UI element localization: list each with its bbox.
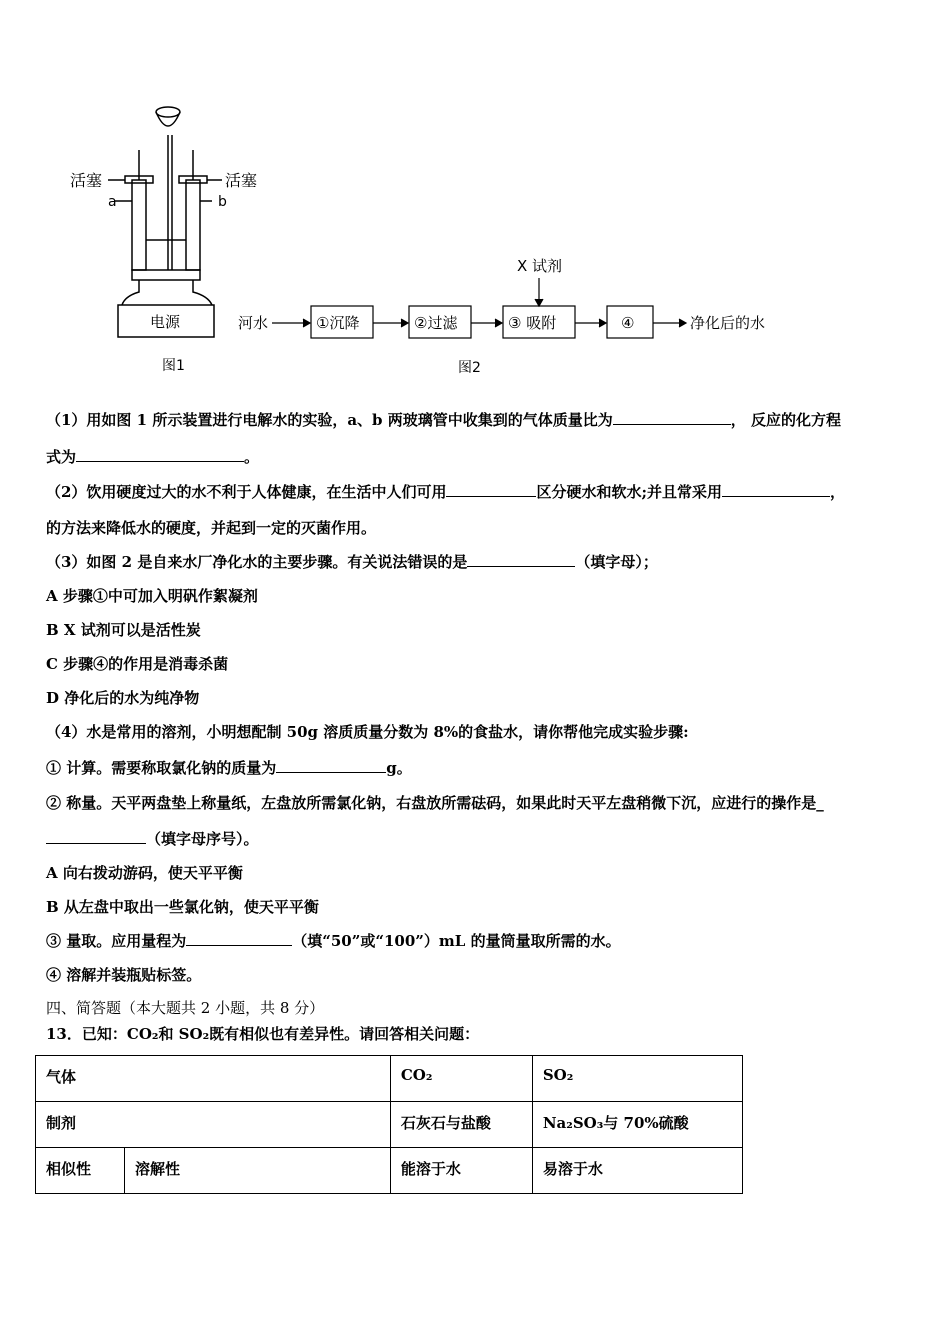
q3-option-c: C 步骤④的作用是消毒杀菌: [46, 655, 229, 673]
stopcock-right-label: 活塞: [225, 171, 258, 190]
stopcock-left-label: 活塞: [70, 171, 103, 190]
q4-blank-operation[interactable]: [46, 829, 146, 844]
figure1-caption: 图1: [162, 358, 185, 374]
q4-step1: ① 计算。需要称取氯化钠的质量为 g。: [46, 759, 412, 777]
comparison-table: [35, 1055, 743, 1194]
table-cell: Na₂SO₃与 70%硫酸: [532, 1102, 742, 1148]
q4-blank-mass[interactable]: [276, 758, 386, 773]
figures: [0, 0, 950, 400]
question-13: 13．已知：CO₂和 SO₂既有相似也有差异性。请回答相关问题：: [46, 1025, 480, 1043]
q3-blank-answer[interactable]: [467, 552, 575, 567]
q3-option-a: A 步骤①中可加入明矾作絮凝剂: [46, 587, 258, 605]
electrolysis-apparatus: [108, 107, 222, 337]
power-label: 电源: [150, 313, 181, 331]
q1-line2: 式为 。: [46, 448, 260, 466]
q2-blank-method[interactable]: [722, 482, 830, 497]
q4-step2: ② 称量。天平两盘垫上称量纸，左盘放所需氯化钠，右盘放所需砝码，如果此时天平左盘稍微下沉，应进行的操作是_: [46, 794, 824, 812]
table-cell: CO₂: [390, 1056, 532, 1102]
table-row: [36, 1148, 743, 1194]
q4-blank-cylinder[interactable]: [186, 931, 292, 946]
table-row: [36, 1056, 743, 1102]
table-cell: 能溶于水: [390, 1148, 532, 1194]
table-cell: 溶解性: [125, 1148, 391, 1194]
q3-option-d: D 净化后的水为纯净物: [46, 689, 200, 707]
q1-blank-mass-ratio[interactable]: [613, 410, 731, 425]
q4-option-b: B 从左盘中取出一些氯化钠，使天平平衡: [46, 898, 319, 916]
q4-stem: （4）水是常用的溶剂，小明想配制 50g 溶质质量分数为 8%的食盐水，请你帮他完成实验步骤:: [46, 723, 689, 741]
tube-a-label: a: [108, 194, 117, 210]
table-row: [36, 1102, 743, 1148]
river-water-label: 河水: [238, 314, 269, 332]
q2-blank-distinguish[interactable]: [446, 482, 536, 497]
step1-box: ①沉降: [316, 314, 360, 332]
table-cell: SO₂: [532, 1056, 742, 1102]
q3-stem: （3）如图 2 是自来水厂净化水的主要步骤。有关说法错误的是 （填字母）；: [46, 553, 658, 571]
table-cell: 易溶于水: [532, 1148, 742, 1194]
table-cell: 石灰石与盐酸: [390, 1102, 532, 1148]
step3-box: ③ 吸附: [508, 314, 557, 332]
step2-box: ②过滤: [414, 314, 458, 332]
tube-b-label: b: [218, 194, 227, 210]
step4-box: ④: [621, 314, 635, 332]
reagent-x-label: X 试剂: [517, 257, 563, 275]
q4-step2-cont: （填字母序号）。: [46, 829, 910, 849]
q4-step4: ④ 溶解并装瓶贴标签。: [46, 966, 202, 984]
q4-step3: ③ 量取。应用量程为 （填“50”或“100”）mL 的量筒量取所需的水。: [46, 932, 621, 950]
q3-option-b: B X 试剂可以是活性炭: [46, 621, 201, 639]
section-heading: 四、简答题（本大题共 2 小题，共 8 分）: [46, 999, 325, 1017]
q4-option-a: A 向右拨动游码，使天平平衡: [46, 864, 243, 882]
q1-blank-equation[interactable]: [76, 447, 244, 462]
figure2-caption: 图2: [458, 360, 481, 376]
table-cell: 气体: [36, 1056, 391, 1102]
q2-line2: 的方法来降低水的硬度，并起到一定的灭菌作用。: [46, 519, 377, 537]
q2-line1: （2）饮用硬度过大的水不利于人体健康，在生活中人们可用 区分硬水和软水;并且常采用 ，: [46, 483, 846, 501]
table-cell: 相似性: [36, 1148, 125, 1194]
table-cell: 制剂: [36, 1102, 391, 1148]
q1-line1: （1）用如图 1 所示装置进行电解水的实验，a、b 两玻璃管中收集到的气体质量比为 ， 反应的化方程: [46, 411, 841, 429]
purified-water-label: 净化后的水: [690, 314, 766, 332]
